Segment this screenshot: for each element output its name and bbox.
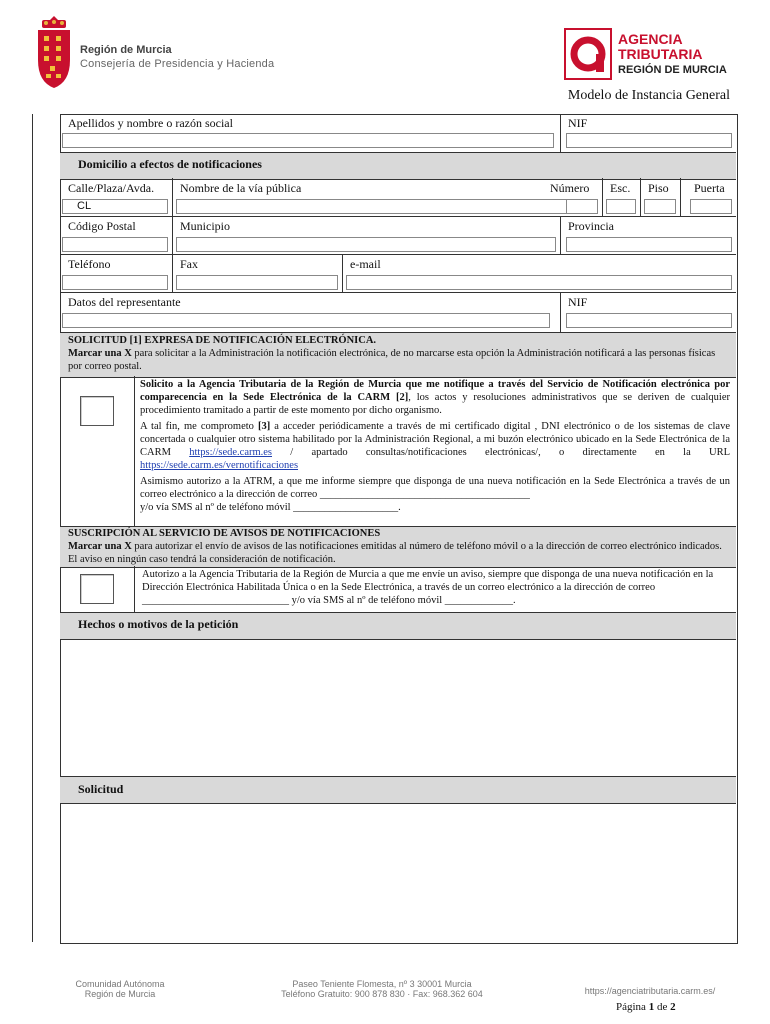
divider: [640, 178, 641, 216]
agency-logo: [564, 28, 734, 82]
form-title: Modelo de Instancia General: [567, 88, 730, 103]
phone-label: Teléfono: [68, 257, 111, 271]
department-name: Consejería de Presidencia y Hacienda: [80, 58, 275, 70]
electronic-notification-body: [140, 378, 730, 514]
alerts-checkbox[interactable]: [80, 574, 114, 604]
divider: [60, 254, 736, 255]
divider: [60, 216, 736, 217]
facts-textarea[interactable]: [60, 639, 736, 775]
footer-website[interactable]: https://agenciatributaria.carm.es/: [584, 986, 716, 996]
representative-field[interactable]: [62, 313, 550, 328]
door-label: Puerta: [694, 181, 725, 195]
representative-nif-field[interactable]: [566, 313, 732, 328]
mark-x-label: Marcar una X: [68, 348, 132, 359]
divider: [560, 292, 561, 332]
stair-field[interactable]: [606, 199, 636, 214]
page-current: 1: [648, 1001, 655, 1013]
request-title: Solicitud: [78, 782, 124, 796]
request-textarea[interactable]: [60, 803, 736, 941]
agency-name-line1: AGENCIA: [618, 31, 683, 47]
agency-name-line2: TRIBUTARIA: [618, 46, 703, 62]
electronic-notification-instruction: [68, 347, 728, 373]
divider: [172, 216, 173, 254]
electronic-notification-checkbox[interactable]: [80, 396, 114, 426]
floor-field[interactable]: [644, 199, 676, 214]
number-field[interactable]: [566, 199, 598, 214]
request-statement: Solicito a la Agencia Tributaria de la Región de Murcia que me notifique a través del Servicio de Notificación electrónica por comparecencia en la Sede Electrónica de la CARM [2]: [140, 379, 730, 403]
footer-col2: [270, 979, 494, 999]
footer-region: Región de Murcia: [84, 989, 156, 999]
street-type-label: Calle/Plaza/Avda.: [68, 181, 155, 195]
divider: [602, 178, 603, 216]
postal-code-label: Código Postal: [68, 219, 136, 233]
fax-label: Fax: [180, 257, 198, 271]
request-section-header: [60, 776, 736, 804]
footer-col1: [62, 979, 178, 999]
instruction-text: para solicitar a la Administración la notificación electrónica, de no marcarse esta opción la Administración notificará a las personas físicas por correo postal.: [68, 348, 716, 372]
page-mid: de: [654, 1001, 671, 1013]
request-statement-rest: , los actos y resoluciones administrativos que se deriven de cualquier procedimiento tramitado a partir de este momento por dicho organismo.: [140, 392, 731, 416]
divider: [342, 254, 343, 292]
divider: [134, 566, 135, 612]
province-label: Provincia: [568, 219, 614, 233]
street-type-field[interactable]: CL: [62, 199, 168, 214]
mark-x-label: Marcar una X: [68, 541, 132, 552]
facts-title: Hechos o motivos de la petición: [78, 617, 239, 631]
agency-name-line3: REGIÓN DE MURCIA: [618, 64, 727, 76]
authorization-sms-text: y/o vía SMS al nº de teléfono móvil ____________________.: [140, 502, 401, 513]
divider: [172, 178, 173, 216]
stair-label: Esc.: [610, 181, 631, 195]
number-label: Número: [550, 181, 590, 195]
municipality-field[interactable]: [176, 237, 556, 252]
province-field[interactable]: [566, 237, 732, 252]
alerts-authorization-text: Autorizo a la Agencia Tributaria de la Región de Murcia a que me envíe un aviso, siempre que disponga de una nueva notificación en la Dirección Electrónica Habilitada Única o en la Sede Electrónica, a través de un correo electrónico a la dirección de correo ____________________________ y/o vía SMS al nº de teléfono móvil _____________.: [142, 569, 714, 606]
commitment-text-2: a acceder periódicamente a través de mi certificado digital , DNI electrónico o de los sistemas de clave concertada o cualquier otro sistema habilitado por la Administración Regional, a mi buzón electrónico ubicado en la Sede Electrónica de la CARM: [140, 421, 730, 458]
sede-link[interactable]: https://sede.carm.es: [189, 447, 273, 458]
applicant-nif-label: NIF: [568, 116, 588, 130]
facts-section-header: [60, 612, 736, 640]
electronic-notification-header: [60, 332, 736, 378]
electronic-notification-title: SOLICITUD [1] EXPRESA DE NOTIFICACIÓN ELECTRÓNICA.: [68, 335, 377, 346]
divider: [172, 254, 173, 292]
postal-code-field[interactable]: [62, 237, 168, 252]
phone-field[interactable]: [62, 275, 168, 290]
commitment-text-3: / apartado consultas/notificaciones electrónicas/, o directamente en la URL: [272, 447, 730, 458]
footer-community: Comunidad Autónoma: [75, 979, 165, 989]
commitment-text: A tal fin, me comprometo: [140, 421, 258, 432]
divider: [134, 376, 135, 526]
door-field[interactable]: [690, 199, 732, 214]
divider: [560, 114, 561, 152]
footer-phone: Teléfono Gratuito: 900 878 830 · Fax: 968.362 604: [281, 989, 483, 999]
email-field[interactable]: [346, 275, 732, 290]
page-prefix: Página: [616, 1001, 649, 1013]
fax-field[interactable]: [176, 275, 338, 290]
authorization-text: Asimismo autorizo a la ATRM, a que me informe siempre que disponga de una nueva notificación en la Sede Electrónica a través de un correo electrónico a la dirección de correo ________________________________________: [140, 476, 730, 500]
region-coat-of-arms: [34, 14, 74, 90]
email-label: e-mail: [350, 257, 381, 271]
region-name: Región de Murcia: [80, 44, 172, 56]
street-name-label: Nombre de la vía pública: [180, 181, 302, 195]
reference-3: [3]: [257, 421, 271, 432]
divider: [560, 216, 561, 254]
municipality-label: Municipio: [180, 219, 230, 233]
footer-address: Paseo Teniente Flomesta, nº 3 30001 Murcia: [292, 979, 472, 989]
representative-label: Datos del representante: [68, 295, 181, 309]
applicant-nif-field[interactable]: [566, 133, 732, 148]
address-section-title: Domicilio a efectos de notificaciones: [78, 157, 262, 171]
floor-label: Piso: [648, 181, 669, 195]
divider: [680, 178, 681, 216]
agency-logo-mark: [564, 28, 612, 80]
alerts-instruction-text: para autorizar el envío de avisos de las notificaciones emitidas al número de teléfono móvil o a la dirección de correo electrónico indicados. El aviso en ningún caso tendrá la consideración de notificación.: [68, 541, 722, 565]
representative-nif-label: NIF: [568, 295, 588, 309]
alerts-instruction: [68, 540, 728, 566]
alerts-section-header: [60, 526, 736, 568]
page-total: 2: [670, 1001, 676, 1013]
applicant-name-field[interactable]: [62, 133, 554, 148]
notifications-link[interactable]: https://sede.carm.es/vernotificaciones: [140, 460, 299, 471]
street-name-field[interactable]: [176, 199, 596, 214]
applicant-name-label: Apellidos y nombre o razón social: [68, 116, 233, 130]
alerts-title: SUSCRIPCIÓN AL SERVICIO DE AVISOS DE NOTIFICACIONES: [68, 528, 381, 539]
address-section-header: [60, 152, 736, 180]
divider: [60, 292, 736, 293]
page-indicator: [616, 1001, 676, 1013]
